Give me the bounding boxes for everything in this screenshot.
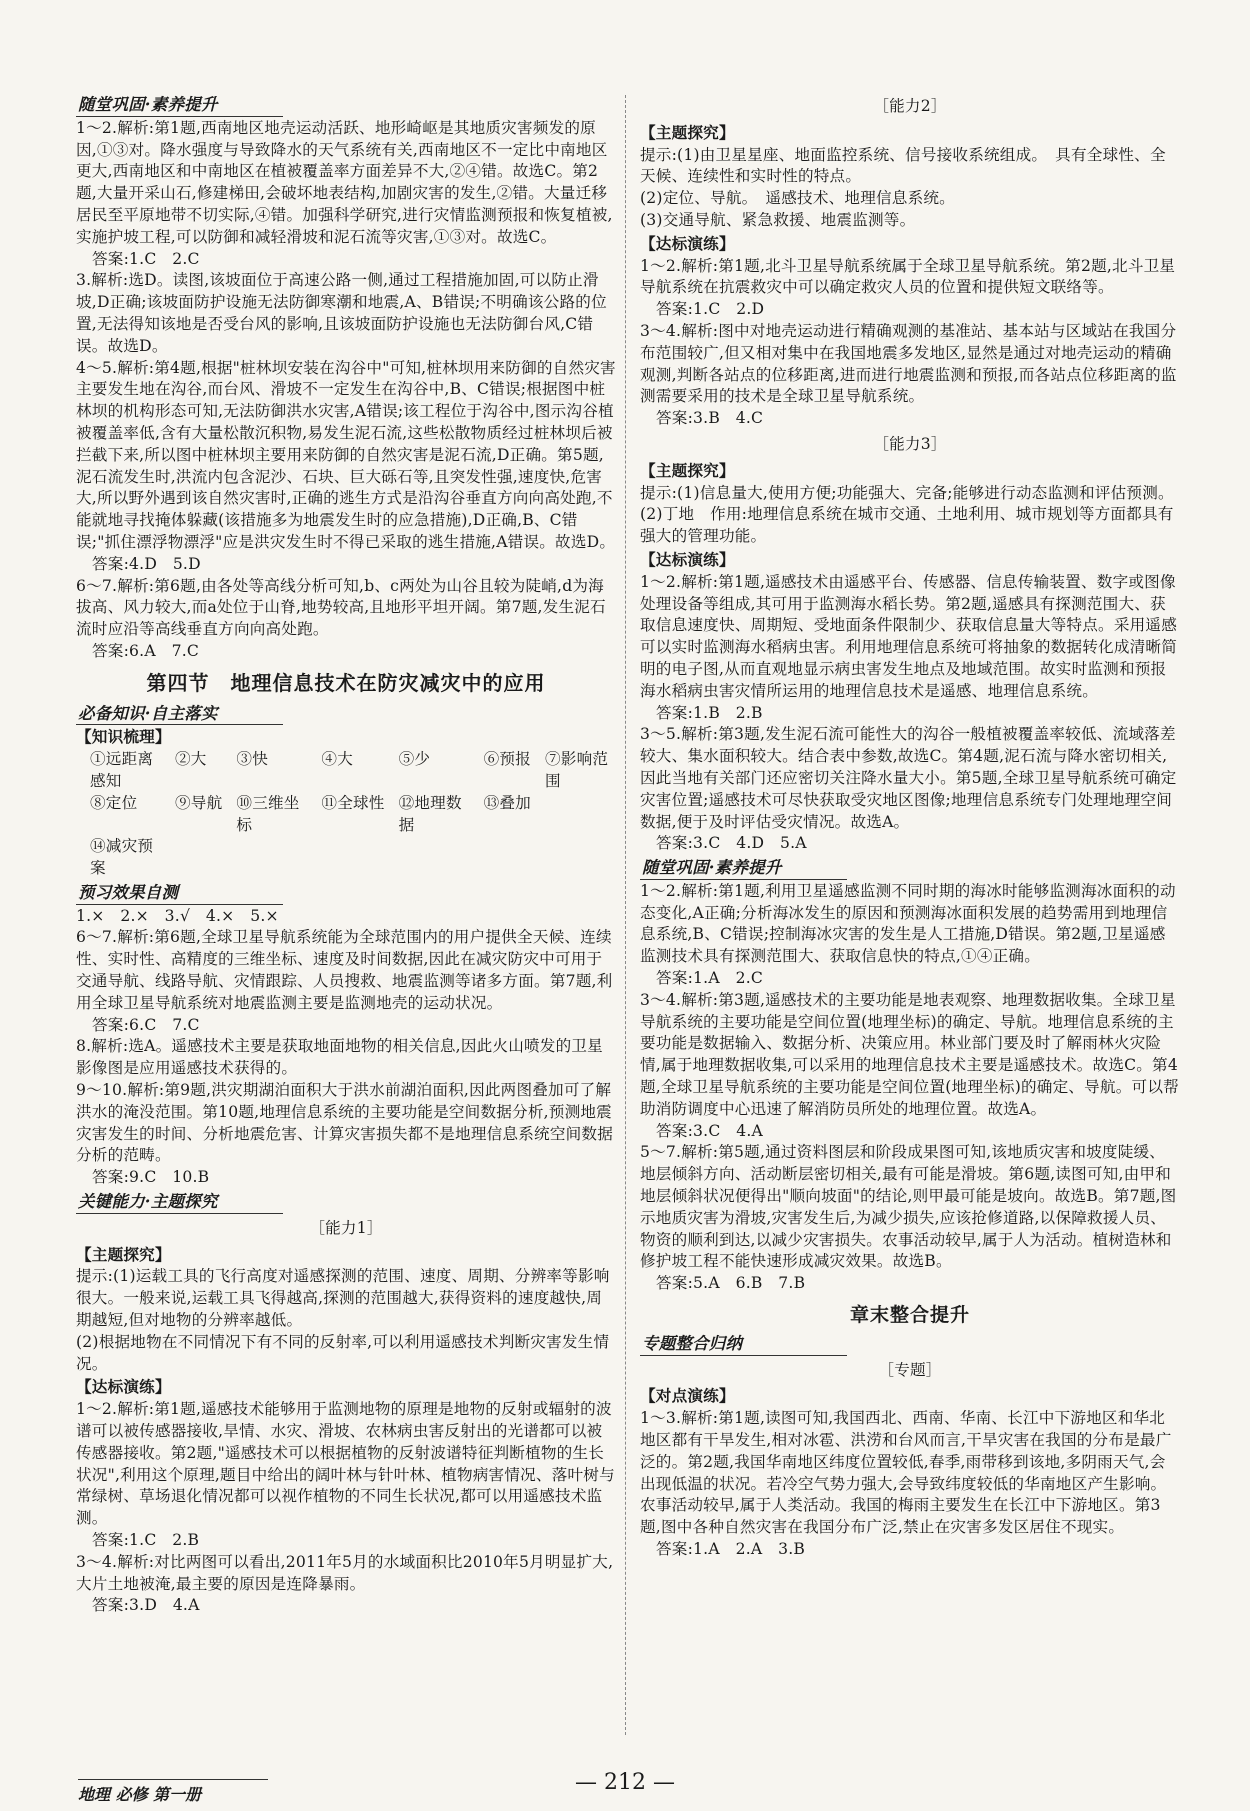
- hint-paragraph: (2)根据地物在不同情况下有不同的反射率,可以利用遥感技术判断灾害发生情况。: [76, 1332, 610, 1373]
- hint-paragraph: (2)丁地 作用:地理信息系统在城市交通、土地利用、城市规划等方面都具有强大的管理功能。: [640, 505, 1174, 546]
- grid-item: ③快: [236, 750, 268, 769]
- grid-item: ④大: [321, 750, 353, 769]
- subsection-label: 【主题探究】: [640, 122, 735, 142]
- explanation-paragraph: 1～2.解析:第1题,遥感技术由遥感平台、传感器、信息传输装置、数字或图像处理设备等组成,其可用于监测海水稻长势。第2题,遥感具有探测范围大、获取信息速度快、周期短、受地面条件限制少、获取信息量大等特点。采用遥感可以实时监测海水稻病虫害。利用地理信息系统可将抽象的数据转化成清晰简明的电子图,从而直观地显示病虫害发生地点及地域范围。故实时监测和预报海水稻病虫害灾情所运用的地理信息技术是遥感、地理信息系统。: [640, 572, 1177, 700]
- explanation-paragraph: 1～2.解析:第1题,西南地区地壳运动活跃、地形崎岖是其地质灾害频发的原因,①③对。降水强度与导致降水的天气系统有关,西南地区不一定比中南地区更大,西南地区和中南地区在植被覆盖率方面差异不大,②④错。故选C。第2题,大量开采山石,修建梯田,会破坏地表结构,加剧灾害的发生,②错。大量迁移居民至平原地带不切实际,④错。加强科学研究,进行灾情监测预报和恢复植被,实施护坡工程,可以防御和减轻滑坡和泥石流等灾害,①③对。故选C。: [76, 118, 613, 246]
- chapter-title: 章末整合提升: [849, 1304, 970, 1327]
- hint-paragraph: 提示:(1)信息量大,使用方便;功能强大、完备;能够进行动态监测和评估预测。: [640, 483, 1174, 502]
- column-divider: [625, 95, 626, 1735]
- explanation-paragraph: 3～4.解析:第3题,遥感技术的主要功能是地表观察、地理数据收集。全球卫星导航系统的主要功能是空间位置(地理坐标)的确定、导航。地理信息系统的主要功能是数据输入、数据分析、决策应用。林业部门要及时了解雨林火灾险情,属于地理数据收集,可以采用的地理信息技术主要是遥感技术。故选C。第4题,全球卫星导航系统的主要功能是空间位置(地理坐标)的确定、导航。可以帮助消防调度中心迅速了解消防员所处的地理位置。故选A。: [640, 990, 1179, 1118]
- ability-label: ［能力3］: [873, 434, 947, 453]
- answer-line: 答案:6.A 7.C: [92, 641, 199, 660]
- grid-item: ⑥预报: [483, 750, 531, 769]
- subsection-label: 【主题探究】: [640, 460, 735, 480]
- grid-item: ⑪全球性: [321, 793, 385, 812]
- answer-line: 答案:3.D 4.A: [92, 1596, 200, 1615]
- answer-line: 答案:9.C 10.B: [92, 1168, 210, 1187]
- hint-paragraph: 提示:(1)由卫星星座、地面监控系统、信号接收系统组成。 具有全球性、全天候、连续性和实时性的特点。: [640, 145, 1166, 186]
- explanation-paragraph: 1～3.解析:第1题,读图可知,我国西北、西南、华南、长江中下游地区和华北地区都有干旱发生,相对冰雹、洪涝和台风而言,干旱灾害在我国的分布是最广泛的。第2题,我国华南地区纬度位置较低,春季,雨带移到该地,多阴雨天气,会出现低温的状况。若冷空气势力强大,会导致纬度较低的华南地区产生影响。农事活动较早,属于人类活动。我国的梅雨主要发生在长江中下游地区。第3题,图中各种自然灾害在我国分布广泛,禁止在灾害多发区居住不现实。: [640, 1409, 1172, 1537]
- subsection-label: 【达标演练】: [76, 1377, 171, 1397]
- grid-item: ⑩三维坐标: [236, 793, 300, 834]
- grid-item: ⑤少: [398, 750, 431, 769]
- subsection-label: 【达标演练】: [640, 549, 735, 569]
- answer-line: 答案:5.A 6.B 7.B: [656, 1274, 806, 1293]
- subsection-label: 【主题探究】: [76, 1244, 171, 1264]
- section-heading: 随堂巩固·素养提升: [76, 94, 283, 117]
- answer-line: 答案:1.A 2.C: [656, 969, 763, 988]
- answer-line: 答案:3.B 4.C: [656, 409, 764, 428]
- answer-line: 答案:1.B 2.B: [656, 703, 763, 722]
- grid-item: ⑨导航: [175, 793, 223, 812]
- explanation-paragraph: 1～2.解析:第1题,遥感技术能够用于监测地物的原理是地物的反射或辐射的波谱可以被传感器接收,旱情、水灾、滑坡、农林病虫害反射出的光谱都可以被传感器接收。第2题,"遥感技术可以根据植物的反射波谱特征判断植物的生长状况",利用这个原理,题目中给出的阔叶林与针叶林、植物病害情况、落叶树与常绿树、草场退化情况都可以视作植物的不同生长状况,都可以用遥感技术监测。: [76, 1400, 615, 1528]
- grid-item: ⑦影响范围: [544, 750, 609, 790]
- answer-line: 答案:1.A 2.A 3.B: [656, 1540, 806, 1558]
- explanation-paragraph: 6～7.解析:第6题,由各处等高线分析可知,b、c两处为山谷且较为陡峭,d为海拔高、风力较大,而a处位于山脊,地势较高,且地形平坦开阔。第7题,发生泥石流时应沿等高线垂直方向向高处跑。: [76, 576, 606, 639]
- left-column: [76, 92, 616, 1617]
- answer-line: 答案:4.D 5.D: [92, 554, 201, 573]
- grid-item: ②大: [175, 750, 207, 769]
- answer-line: 答案:1.C 2.C: [92, 249, 200, 268]
- chapter-title: 第四节 地理信息技术在防灾减灾中的应用: [146, 670, 546, 695]
- hint-paragraph: 提示:(1)运载工具的飞行高度对遥感探测的范围、速度、周期、分辨率等影响很大。一般来说,运载工具飞得越高,探测的范围越大,获得资料的速度越快,周期越短,但对地物的分辨率越低。: [76, 1267, 610, 1330]
- explanation-paragraph: 3.解析:选D。读图,该坡面位于高速公路一侧,通过工程措施加固,可以防止滑坡,D正确;该坡面防护设施无法防御寒潮和地震,A、B错误;不明确该公路的位置,无法得知该地是否受台风的影响,且该坡面防护设施也无法防御台风,C错误。故选D。: [76, 271, 607, 355]
- ability-label: ［专题］: [878, 1360, 942, 1379]
- grid-item: [545, 793, 616, 837]
- answer-line: 答案:1.C 2.D: [656, 300, 765, 319]
- knowledge-answer-grid: [76, 749, 616, 880]
- explanation-paragraph: 1～2.解析:第1题,北斗卫星导航系统属于全球卫星导航系统。第2题,北斗卫星导航系统在抗震救灾中可以确定救灾人员的位置和提供短文联络等。: [640, 256, 1176, 297]
- explanation-paragraph: 3～4.解析:对比两图可以看出,2011年5月的水域面积比2010年5月明显扩大,大片土地被淹,最主要的原因是连降暴雨。: [76, 1552, 614, 1593]
- subsection-label: 【达标演练】: [640, 233, 735, 253]
- explanation-paragraph: 1～2.解析:第1题,利用卫星遥感监测不同时期的海冰时能够监测海冰面积的动态变化,A正确;分析海冰发生的原因和预测海冰面积发展的趋势需用到地理信息系统,B、C错误;控制海冰灾害的发生是人工措施,D错误。第2题,卫星遥感监测技术具有探测范围大、获取信息快的特点,①④正确。: [640, 881, 1176, 966]
- explanation-paragraph: 4～5.解析:第4题,根据"桩林坝安装在沟谷中"可知,桩林坝用来防御的自然灾害主要发生地在沟谷,而台风、滑坡不一定发生在沟谷中,B、C错误;根据图中桩林坝的机构形态可知,无法防御洪水灾害,A错误;该工程位于沟谷中,图示沟谷植被覆盖率低,含有大量松散沉积物,易发生泥石流,这些松散物质经过桩林坝后被拦截下来,所以图中桩林坝主要用来防御的自然灾害是泥石流,D正确。第5题,泥石流发生时,洪流内包含泥沙、石块、巨大砾石等,且突发性强,速度快,危害大,所以野外遇到该自然灾害时,正确的逃生方式是沿沟谷垂直方向向高处跑,不能就地寻找掩体躲藏(该措施多为地震发生时的应急措施),D正确,B、C错误;"抓住漂浮物漂浮"应是洪灾发生时不得已采取的逃生措施,A错误。故选D。: [76, 358, 616, 551]
- ability-label: ［能力2］: [873, 97, 947, 115]
- answer-line: 答案:3.C 4.A: [656, 1121, 763, 1140]
- hint-paragraph: (2)定位、导航。 遥感技术、地理信息系统。: [640, 189, 955, 208]
- grid-item: ①远距离感知: [90, 750, 154, 790]
- subsection-label: 【知识梳理】: [76, 727, 171, 747]
- answer-line: 1.× 2.× 3.√ 4.× 5.×: [76, 906, 279, 925]
- hint-paragraph: (3)交通导航、紧急救援、地震监测等。: [640, 210, 916, 229]
- explanation-paragraph: 3～4.解析:图中对地壳运动进行精确观测的基准站、基本站与区域站在我国分布范围较广,但又相对集中在我国地震多发地区,显然是通过对地壳运动的精确观测,判断各站点的位移距离,进而进行地震监测和预报,而各站点位移距离的监测需要采用的技术是全球卫星导航系统。: [640, 321, 1177, 406]
- section-heading: 随堂巩固·素养提升: [640, 857, 847, 880]
- explanation-paragraph: 9～10.解析:第9题,洪灾期湖泊面积大于洪水前湖泊面积,因此两图叠加可了解洪水的淹没范围。第10题,地理信息系统的主要功能是空间数据分析,预测地震灾害发生的时间、分析地震危害、计算灾害损失都不是地理信息系统空间数据分析的范畴。: [76, 1081, 613, 1165]
- section-heading: 预习效果自测: [76, 882, 283, 905]
- answer-line: 答案:3.C 4.D 5.A: [656, 834, 807, 853]
- grid-item: ⑧定位: [90, 793, 138, 812]
- answer-line: 答案:6.C 7.C: [92, 1015, 200, 1034]
- answer-line: 答案:1.C 2.B: [92, 1531, 200, 1549]
- subsection-label: 【对点演练】: [640, 1386, 735, 1406]
- grid-item: ⑫地理数据: [398, 793, 462, 834]
- explanation-paragraph: 3～5.解析:第3题,发生泥石流可能性大的沟谷一般植被覆盖率较低、流域落差较大、集水面积较大。结合表中参数,故选C。第4题,泥石流与降水密切相关,因此当地有关部门还应密切关注降水量大小。第5题,全球卫星导航系统可确定灾害位置;遥感技术可尽快获取受灾地区图像;地理信息系统专门处理地理空间数据,便于及时评估受灾情况。故选A。: [640, 725, 1177, 831]
- grid-item: ⑬叠加: [483, 793, 531, 812]
- section-heading: 必备知识·自主落实: [76, 703, 283, 726]
- right-column: [640, 92, 1180, 1561]
- section-heading: 关键能力·主题探究: [76, 1191, 283, 1214]
- book-title-footer: 地理 必修 第一册: [78, 1779, 268, 1805]
- section-heading: 专题整合归纳: [640, 1333, 847, 1356]
- ability-label: ［能力1］: [309, 1218, 383, 1237]
- explanation-paragraph: 8.解析:选A。遥感技术主要是获取地面地物的相关信息,因此火山喷发的卫星影像图是应用遥感技术获得的。: [76, 1037, 603, 1078]
- page-number: — 212 —: [575, 1770, 675, 1795]
- explanation-paragraph: 5～7.解析:第5题,通过资料图层和阶段成果图可知,该地质灾害和坡度陡缓、地层倾斜方向、活动断层密切相关,最有可能是滑坡。第6题,读图可知,由甲和地层倾斜状况便得出"顺向坡面"的结论,则甲最可能是坡向。故选B。第7题,图示地质灾害为滑坡,灾害发生后,为减少损失,应该抢修道路,以保障救援人员、物资的顺利到达,以减少灾害损失。农事活动较早,属于人为活动。植树造林和修护坡工程不能快速形成减灾效果。故选B。: [640, 1143, 1177, 1271]
- explanation-paragraph: 6～7.解析:第6题,全球卫星导航系统能为全球范围内的用户提供全天候、连续性、实时性、高精度的三维坐标、速度及时间数据,因此在减灾防灾中可用于交通导航、线路导航、灾情跟踪、人员搜救、地震监测等诸多方面。第7题,利用全球卫星导航系统对地震监测主要是监测地壳的运动状况。: [76, 928, 613, 1012]
- grid-item: ⑭减灾预案: [90, 837, 154, 878]
